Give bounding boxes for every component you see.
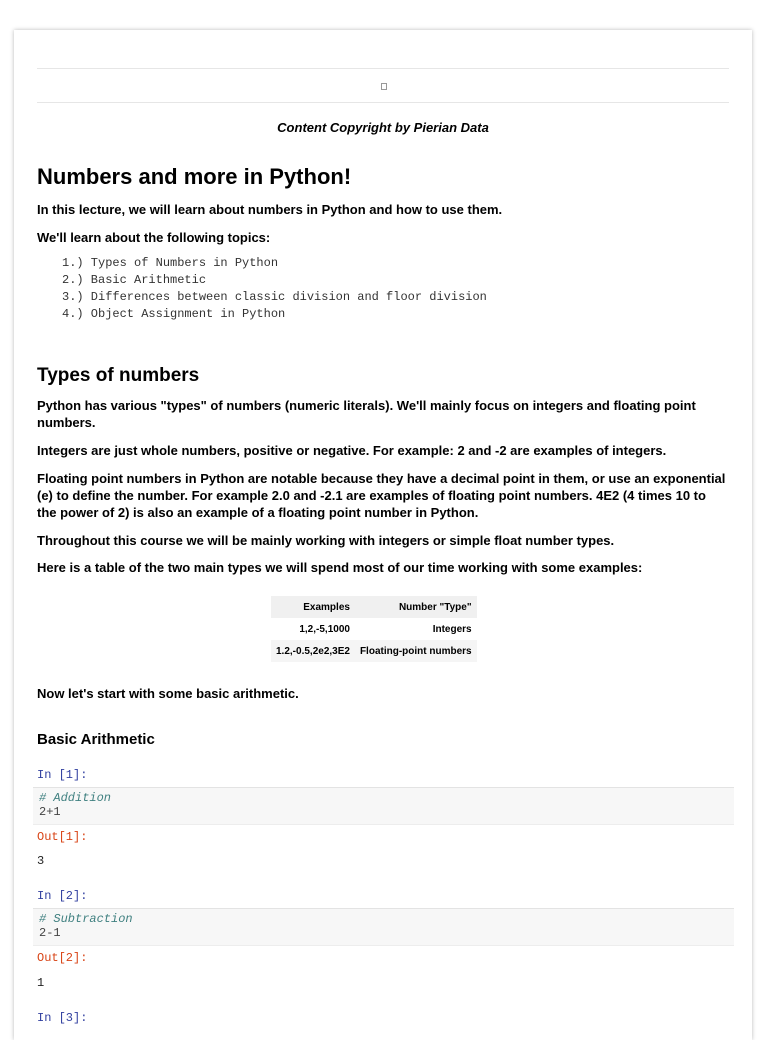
logo-image-placeholder [381,83,387,90]
topics-list [62,255,487,323]
code-comment: # Subtraction [39,912,133,926]
intro-paragraph: In this lecture, we will learn about numbers in Python and how to use them. [37,202,503,217]
section-heading-arithmetic: Basic Arithmetic [37,731,155,748]
table-cell: 1.2,-0.5,2e2,3E2 [276,645,350,657]
types-paragraph-1: Python has various "types" of numbers (numeric literals). We'll mainly focus on integers and floating point numbers. [37,398,696,430]
topics-heading: We'll learn about the following topics: [37,230,271,245]
table-cell: Floating-point numbers [359,645,472,657]
topic-item: 3.) Differences between classic division and floor division [62,290,487,304]
types-paragraph-3: Floating point numbers in Python are notable because they have a decimal point in them, or use an exponential (e) to define the number. For example 2.0 and -2.1 are examples of floating point numbers. 4E2 (4 times 10 to the power of 2) is also an example of a floating point number in Python. [37,471,726,520]
code-cell[interactable] [33,908,734,946]
types-paragraph-6: Now let's start with some basic arithmetic. [37,686,299,701]
copyright-text: Content Copyright by Pierian Data [277,120,489,135]
output-prompt: Out[2]: [37,951,88,965]
table-header-cell: Number "Type" [398,601,472,613]
section-heading-types: Types of numbers [37,365,200,386]
output-prompt: Out[1]: [37,830,88,844]
top-divider [37,68,729,69]
code-source: 2-1 [39,926,61,940]
table-cell: 1,2,-5,1000 [299,623,350,635]
table-header-row [271,596,477,618]
topic-item: 2.) Basic Arithmetic [62,273,207,287]
input-prompt: In [3]: [37,1011,88,1025]
topic-item: 1.) Types of Numbers in Python [62,256,279,270]
types-paragraph-5: Here is a table of the two main types we will spend most of our time working with some examples: [37,560,643,575]
notebook-page [14,30,752,1040]
cell-output: 3 [37,854,45,868]
page-title: Numbers and more in Python! [37,164,352,189]
input-prompt: In [1]: [37,768,88,782]
table-cell: Integers [432,623,472,635]
types-paragraph-2: Integers are just whole numbers, positive or negative. For example: 2 and -2 are examples of integers. [37,443,667,458]
table-row [271,618,477,640]
code-cell[interactable] [33,787,734,825]
logo-divider [37,102,729,103]
input-prompt: In [2]: [37,889,88,903]
table-header-cell: Examples [303,601,350,613]
code-source: 2+1 [39,805,61,819]
cell-output: 1 [37,976,45,990]
types-paragraph-4: Throughout this course we will be mainly working with integers or simple float number types. [37,533,615,548]
table-row [271,640,477,662]
topic-item: 4.) Object Assignment in Python [62,307,286,321]
number-types-table [271,596,477,662]
code-comment: # Addition [39,791,112,805]
